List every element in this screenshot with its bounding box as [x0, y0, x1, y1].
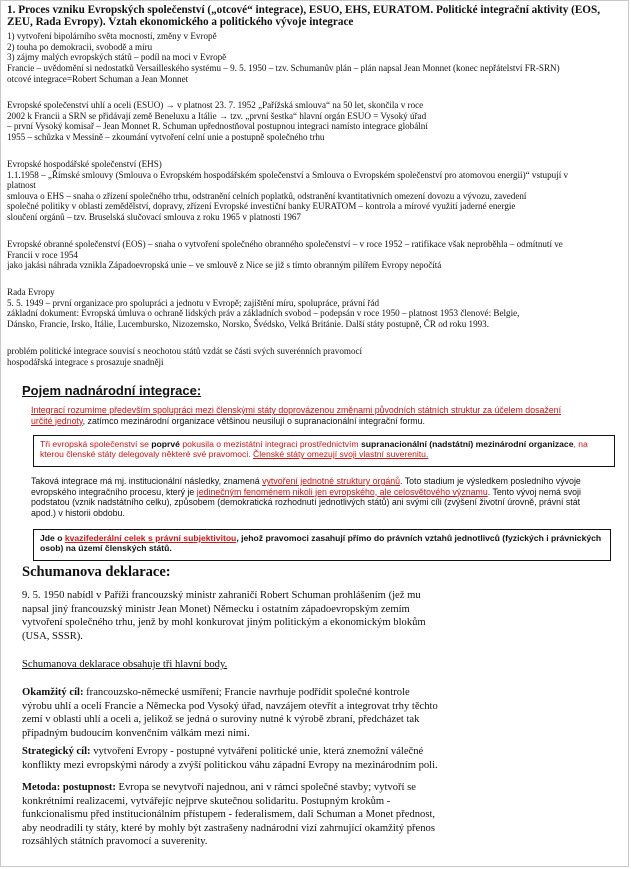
list-item: 1) vytvoření bipolárního světa mocností, změny v Evropě: [7, 31, 217, 41]
list-item: 3) zájmy malých evropských států – podíl na moci v Evropě: [7, 52, 227, 63]
method-paragraph: Metoda: postupnost: Evropa se nevytvoří najednou, ani v rámci společné stavby; vytvoří se konkrétními realizacemi, vytvářejíc nejprve skutečnou solidaritu. Postupným krokům - funkcionalismu před institucionálním přístupem - federalismem, dali Schuman a Monet přednost, aby neodradili ty státy, které by mohly být zastrašeny nadnárodní vizí zahrnující okamžitý přenos rozsáhlých státních pravomocí a suverenity.: [22, 782, 436, 848]
highlight-box-communities: Tři evropská společenství se poprvé pokusila o mezistátní integraci prostřednictvím supranacionální (nadstátní) mezinárodní organizace, na kterou členské státy delegovaly některé své pravomoci. Členské státy omezují svoji vlastní suverenitu.: [33, 435, 615, 467]
schuman-plan-paragraph: Francie – uvědomění si nedostatků Versailleského systému – 9. 5. 1950 – tzv. Schumanův plán – plán napsal Jean Monnet (konec nepřátelství FR-SRN) otcové integrace=Robert Schuman a Jean Monnet: [7, 63, 560, 84]
immediate-goal-paragraph: Okamžitý cíl: francouzsko-německé usmíření; Francie navrhuje podřídit společné kontrole výrobu uhlí a oceli Francie a Německa pod Vysoký úřad, navzájem otevřít a integrovat trhy těchto zemí v oblasti uhlí a oceli a, jelikož se jedná o suroviny nutné k výrobě zbraní, předcházet tak případným budoucím konvenčním válkám mezi nimi.: [22, 687, 438, 739]
esuo-paragraph: Evropské společenství uhlí a oceli (ESUO) → v platnost 23. 7. 1952 „Pařížská smlouva“ na 50 let, skončila v roce 2002 k Francii a SRN se přidávají země Beneluxu a Itálie → tzv. „první šestka“ hlavní orgán ESUO = Vysoký úřad – první Vysoký komisař – Jean Monnet R. Schuman upřednostňoval postupnou integraci namísto integrace globální 1955 – schůzka v Messině – zkoumání vytvoření celní unie a postupně společného trhu: [7, 100, 428, 142]
schuman-intro-paragraph: 9. 5. 1950 nabídl v Paříži francouzský ministr zahraničí Robert Schuman prohlášením (jež mu napsal jiný francouzský ministr Jean Monet) Německu i ostatním západoevropským zemím vytvoření společného trhu, jenž by mohl konkurovat jiným politickým a ekonomickým blokům (USA, SSSR).: [22, 590, 426, 642]
integration-problem-paragraph: problém politické integrace souvisí s neochotou států vzdát se části svých suverénních pravomocí hospodářská integrace s prosazuje snadněji: [7, 346, 363, 367]
list-item: 2) touha po demokracii, svobodě a míru: [7, 41, 153, 52]
highlight-box-quasifederal: Jde o kvazifederální celek s právní subjektivitou, jehož pravomoci zasahují přímo do právních vztahů jednotlivců (fyzických i právnických osob) na území členských států.: [33, 529, 611, 561]
ehs-paragraph: Evropské hospodářské společenství (EHS) 1.1.1958 – „Římské smlouvy (Smlouva o Evropském hospodářském společenství a Smlouva o Evropském společenství pro atomovou energii)“ vstupují v platnost smlouva o EHS – snaha o zřízení společného trhu, odstranění celních poplatků, odstranění kvantitativních omezení dovozu a vývozu, zavedení společné politiky v oblasti zemědělství, dopravy, zřízení Evropské investiční banky EURATOM – kontrola a mírové využití jaderné energie sloučení orgánů – tzv. Bruselská slučovací smlouva z roku 1965 v platnosti 1967: [7, 159, 569, 222]
reasons-list: [7, 31, 622, 63]
schuman-points-subheading: Schumanova deklarace obsahuje tři hlavní body.: [22, 659, 228, 670]
document-title: 1. Proces vzniku Evropských společenství („otcové“ integrace), ESUO, EHS, EURATOM. Politické integrační aktivity (EOS, ZEU, Rada Evropy). Vztah ekonomického a politického vývoje integrace: [7, 4, 601, 29]
rada-evropy-paragraph: Rada Evropy 5. 5. 1949 – první organizace pro spolupráci a jednotu v Evropě; zajištění míru, spolupráce, právní řád základní dokument: Evropská úmluva o ochraně lidských práv a základních svobod – podepsán v roce 1950 – platnost 1953 členové: Belgie, Dánsko, Francie, Irsko, Itálie, Lucembursko, Nizozemsko, Norsko, Švédsko, Velká Británie. Další státy postupně, ČR od roku 1993.: [7, 287, 520, 329]
section-heading-supranational: Pojem nadnárodní integrace:: [22, 383, 202, 398]
section-heading-schuman: Schumanova deklarace:: [22, 564, 171, 580]
integration-definition: Integrací rozumíme především spolupráci mezi členskými státy doprovázenou změnami původních státních struktur za účelem dosažení určité jednoty, zatímco mezinárodní organizace většinou neusilují o supranacionální integrační formu.: [31, 405, 562, 426]
eos-paragraph: Evropské obranné společenství (EOS) – snaha o vytvoření společného obranného společenství – v roce 1952 – ratifikace však neproběhla – odmítnutí ve Francii v roce 1954 jako jakási náhrada vznikla Západoevropská unie – ve smlouvě z Nice se již s tímto obranným pilířem Evropy nepočítá: [7, 239, 563, 271]
strategic-goal-paragraph: Strategický cíl: vytvoření Evropy - postupné vytváření politické unie, která znemožní válečné konflikty mezi evropskými národy a zvýší politickou váhu západní Evropy na mezinárodním poli.: [22, 746, 438, 771]
integration-consequences: Taková integrace má mj. institucionální následky, znamená vytvoření jednotné struktury orgánů. Toto stadium je výsledkem posledního vývoje evropského integračního procesu, který je jedinečným fenoménem nikoli jen evropského, ale celosvětového významu. Tento vývoj nemá svoji podstatou (vznik nadstátního celku), způsobem (demokratická rozhodnutí jednotlivých států) ani svými cíli (zvýšení životní úrovně, právní stát apod.) v historii obdobu.: [31, 476, 581, 518]
